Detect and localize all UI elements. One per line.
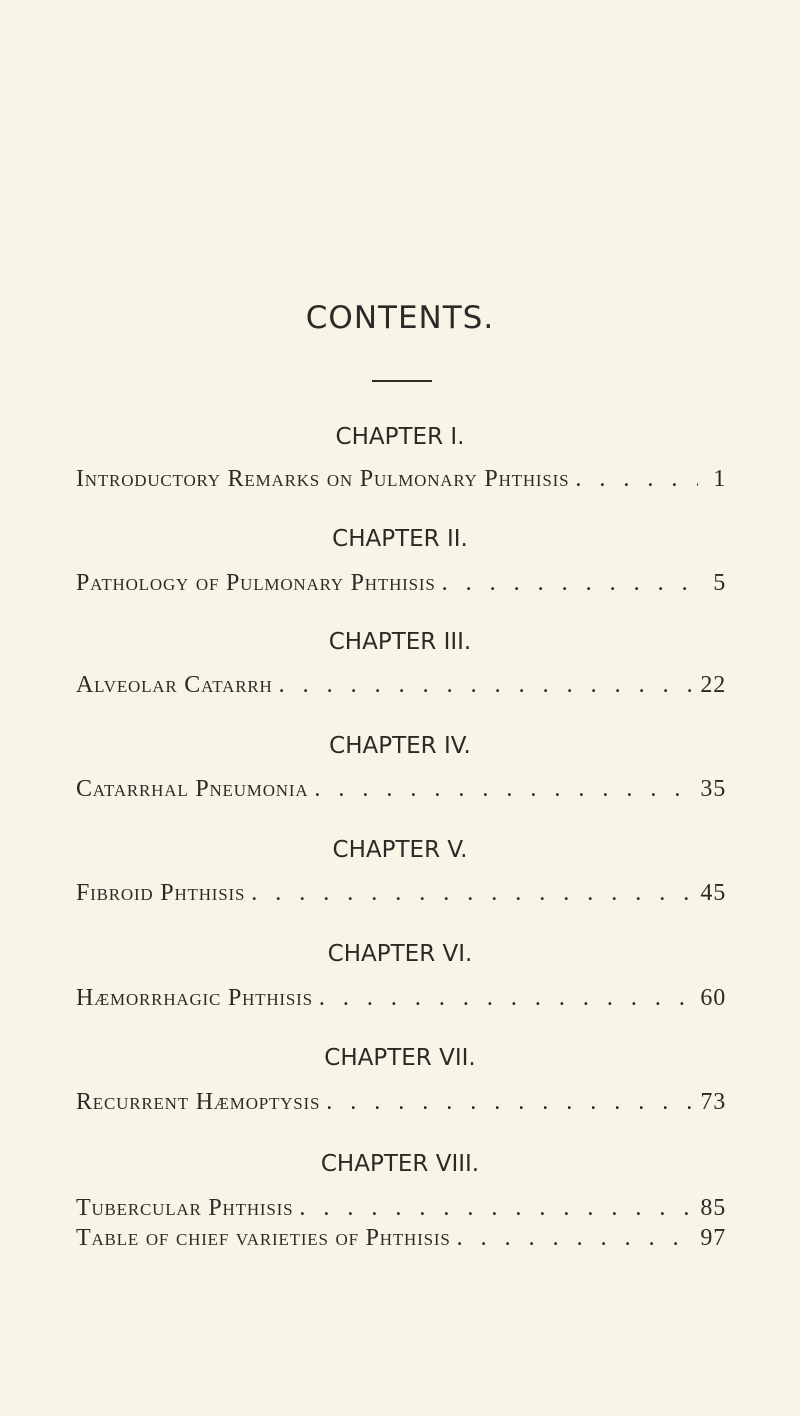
toc-entry-page: 73	[700, 1089, 726, 1115]
toc-entry-page: 97	[700, 1225, 726, 1251]
dot-leader	[293, 1195, 694, 1222]
chapter-heading: CHAPTER IV.	[329, 733, 471, 759]
toc-entry-page: 22	[700, 672, 726, 698]
dot-leader	[313, 985, 695, 1012]
chapter-heading: CHAPTER V.	[332, 837, 468, 863]
toc-entry-title: Pathology of Pulmonary Phthisis	[76, 570, 436, 596]
toc-entry[interactable]	[76, 880, 726, 912]
toc-entry-title: Hæmorrhagic Phthisis	[76, 985, 313, 1011]
chapter-heading: CHAPTER VI.	[327, 941, 473, 967]
toc-entry-title: Fibroid Phthisis	[76, 880, 246, 906]
chapter-heading: CHAPTER II.	[332, 526, 468, 552]
toc-entry-page: 45	[700, 880, 726, 906]
page-title: CONTENTS.	[305, 300, 495, 336]
dot-leader	[451, 1225, 695, 1252]
toc-entry[interactable]	[76, 1089, 726, 1121]
dot-leader	[308, 776, 694, 803]
chapter-heading: CHAPTER III.	[328, 629, 472, 655]
toc-entry[interactable]	[76, 1225, 726, 1257]
toc-entry[interactable]	[76, 570, 726, 602]
toc-entry-title: Recurrent Hæmoptysis	[76, 1089, 321, 1115]
toc-entry-title: Catarrhal Pneumonia	[76, 776, 309, 802]
toc-entry-page: 1	[713, 466, 726, 492]
toc-entry-title: Introductory Remarks on Pulmonary Phthisis	[76, 466, 570, 492]
dot-leader	[320, 1089, 694, 1116]
toc-entry-title: Tubercular Phthisis	[76, 1195, 294, 1221]
toc-entry[interactable]	[76, 672, 726, 704]
toc-entry[interactable]	[76, 985, 726, 1017]
title-divider	[372, 380, 432, 382]
toc-entry-page: 5	[713, 570, 726, 596]
dot-leader	[569, 466, 698, 493]
toc-entry-page: 85	[700, 1195, 726, 1221]
toc-entry[interactable]	[76, 776, 726, 808]
toc-entry-title: Alveolar Catarrh	[76, 672, 273, 698]
toc-entry[interactable]	[76, 466, 726, 498]
dot-leader	[436, 570, 698, 597]
toc-entry-page: 35	[700, 776, 726, 802]
toc-entry[interactable]	[76, 1195, 726, 1227]
toc-entry-title: Table of chief varieties of Phthisis	[76, 1225, 451, 1251]
toc-entry-page: 60	[700, 985, 726, 1011]
chapter-heading: CHAPTER I.	[335, 424, 465, 450]
chapter-heading: CHAPTER VIII.	[320, 1151, 480, 1177]
dot-leader	[245, 880, 694, 907]
chapter-heading: CHAPTER VII.	[324, 1045, 476, 1071]
dot-leader	[273, 672, 695, 699]
